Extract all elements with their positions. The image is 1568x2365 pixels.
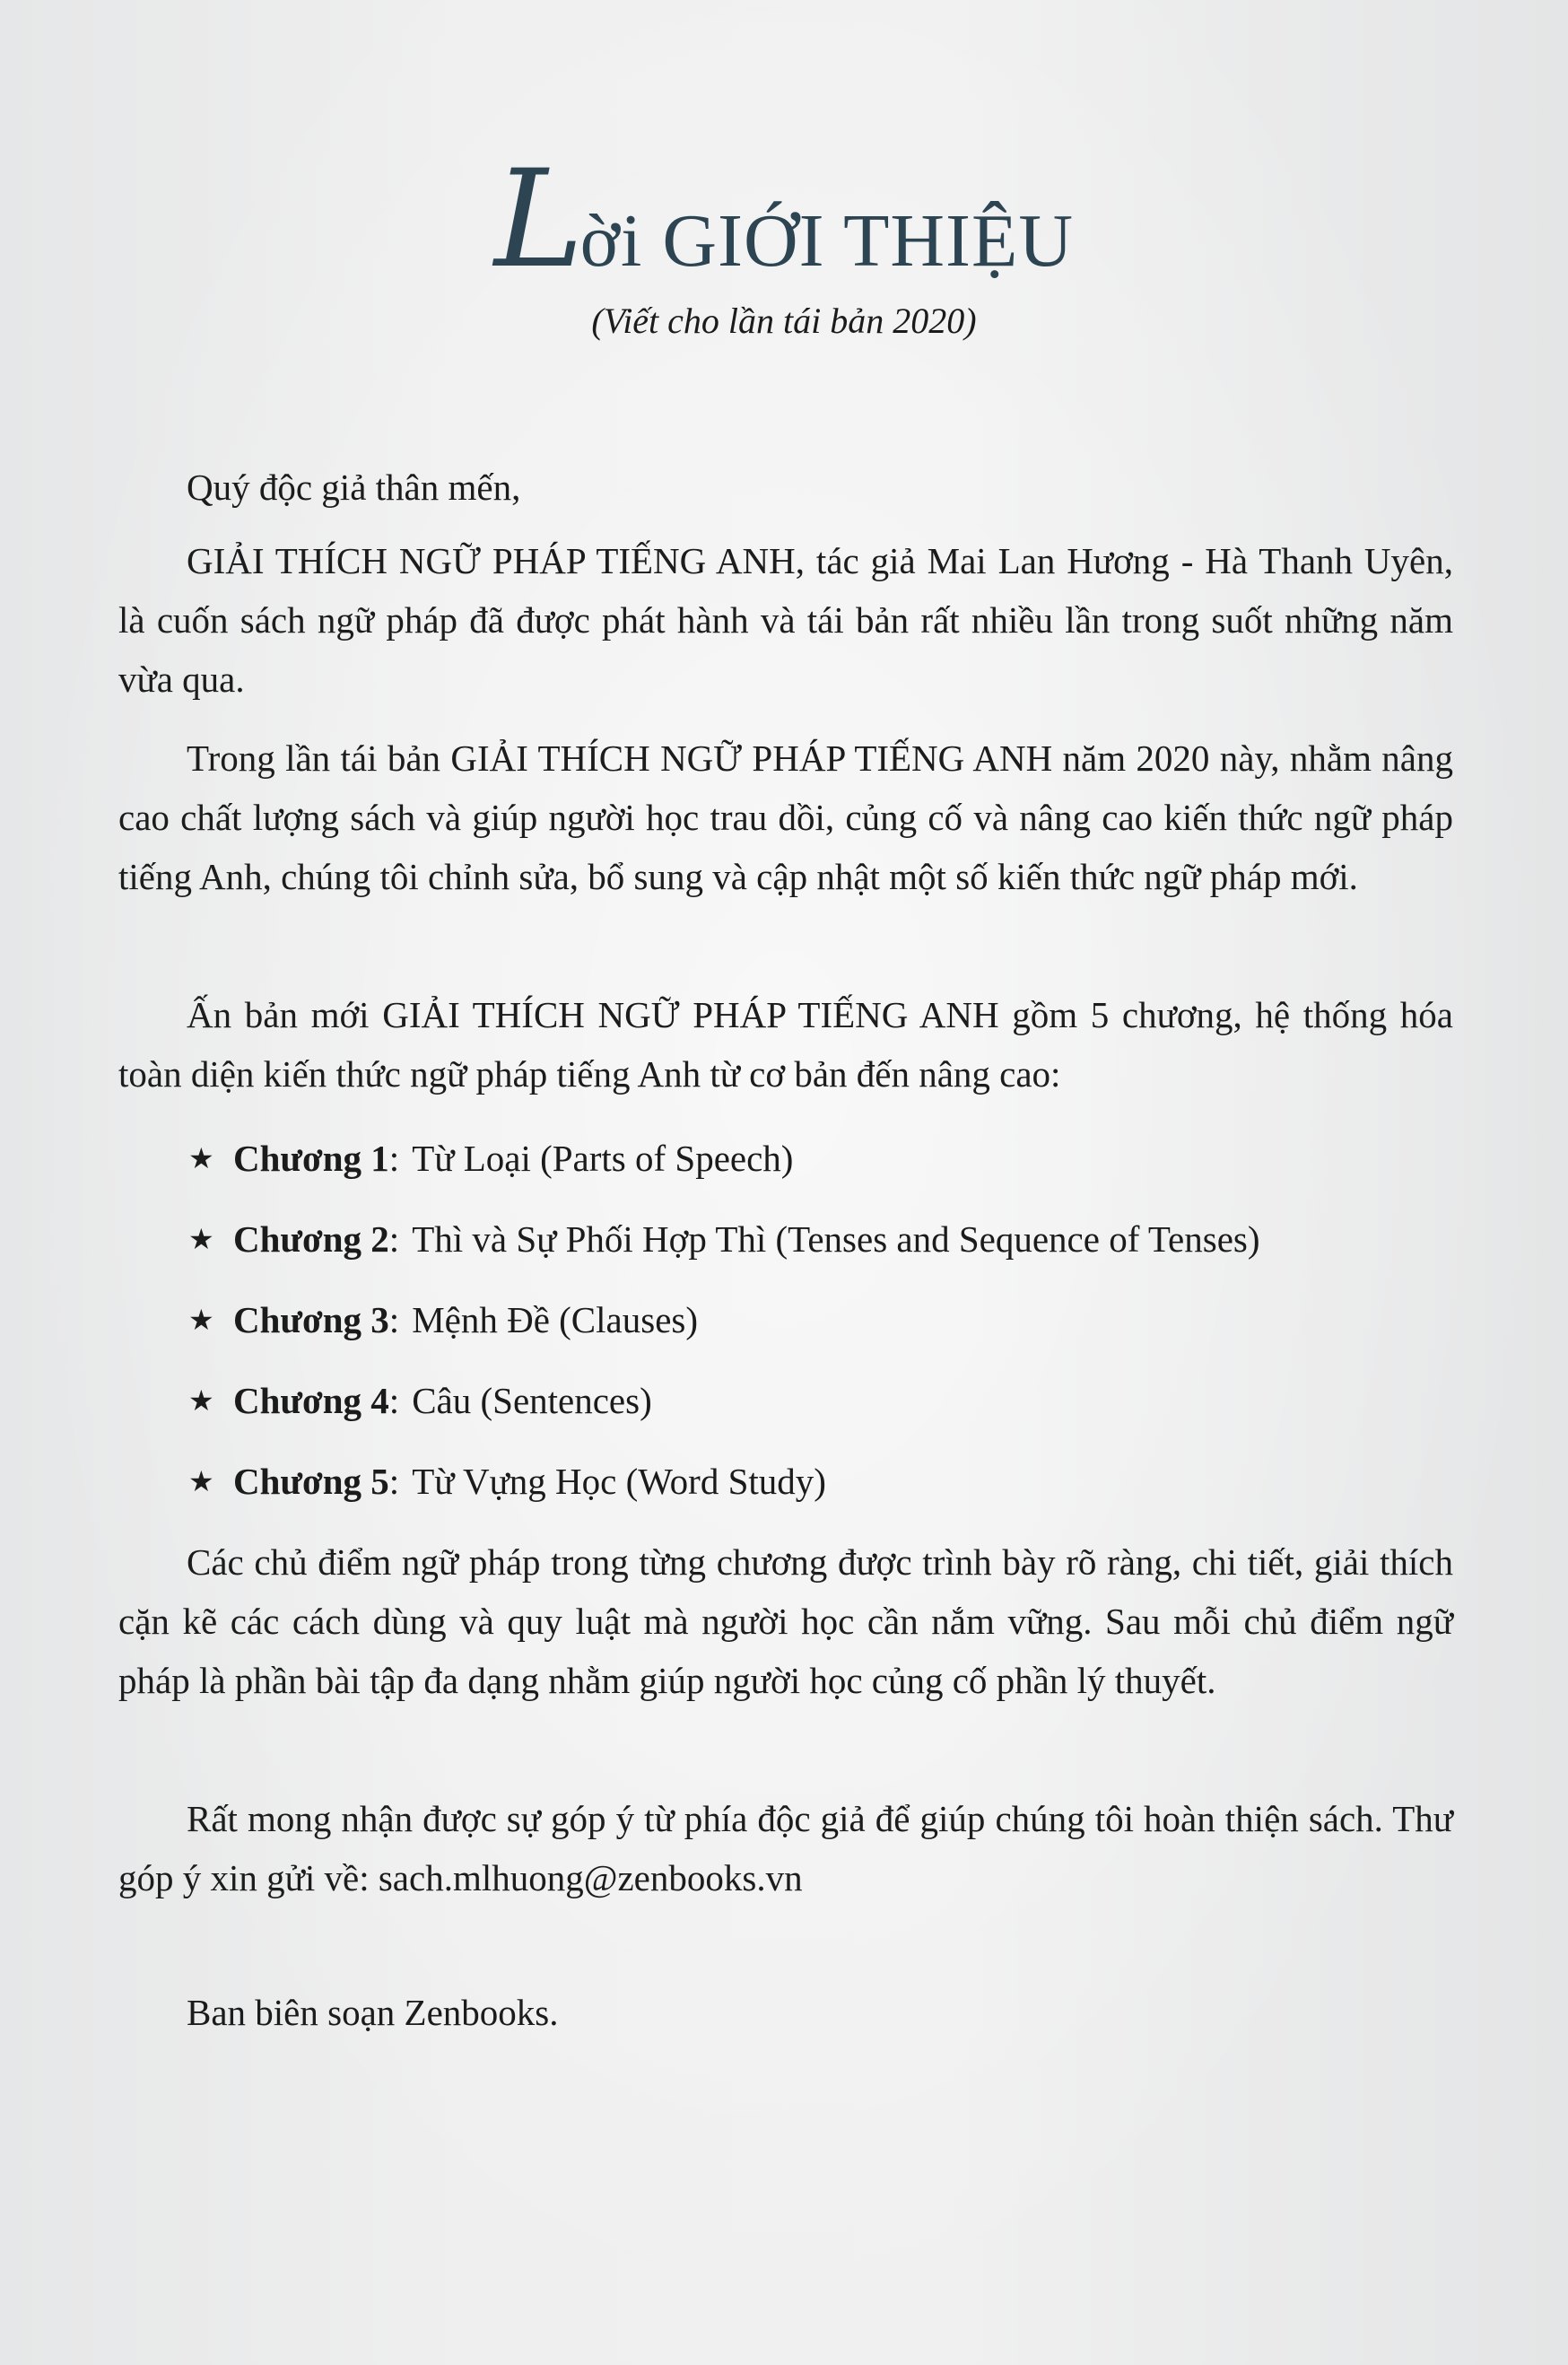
star-icon: ★: [188, 1464, 214, 1498]
chapter-label: Chương 3: [233, 1299, 389, 1340]
chapter-label: Chương 5: [233, 1461, 389, 1502]
page-subtitle: (Viết cho lần tái bản 2020): [591, 301, 977, 341]
title-text: ời GIỚI THIỆU: [579, 199, 1075, 283]
chapter-label: Chương 2: [233, 1218, 389, 1260]
chapter-title: Câu (Sentences): [412, 1380, 652, 1421]
chapter-item: [188, 1452, 1260, 1532]
chapter-title: Từ Vựng Học (Word Study): [412, 1461, 826, 1502]
chapter-label: Chương 1: [233, 1138, 389, 1179]
chapter-label: Chương 4: [233, 1380, 389, 1421]
paragraph-text: GIẢI THÍCH NGỮ PHÁP TIẾNG ANH, tác giả Mai Lan Hương - Hà Thanh Uyên, là cuốn sách ngữ pháp đã được phát hành và tái bản rất nhiều lần trong suốt những năm vừa qua.: [118, 540, 1453, 700]
chapter-title: Thì và Sự Phối Hợp Thì (Tenses and Sequence of Tenses): [412, 1218, 1260, 1260]
signature: Ban biên soạn Zenbooks.: [187, 1992, 559, 2033]
intro-paragraph-3: [118, 985, 1453, 1104]
chapter-title: Từ Loại (Parts of Speech): [412, 1138, 794, 1179]
chapter-item: [188, 1129, 1260, 1209]
closing-paragraph-1: [118, 1532, 1453, 1710]
chapter-colon: :: [388, 1218, 400, 1260]
chapter-colon: :: [388, 1380, 400, 1421]
chapter-item: [188, 1290, 1260, 1371]
greeting-paragraph: Quý độc giả thân mến,: [187, 467, 521, 508]
closing-paragraph-2: [118, 1789, 1453, 1907]
page-title: [0, 142, 1568, 309]
star-icon: ★: [188, 1141, 214, 1175]
star-icon: ★: [188, 1222, 214, 1256]
paragraph-text: Rất mong nhận được sự góp ý từ phía độc giả để giúp chúng tôi hoàn thiện sách. Thư góp ý xin gửi về: sach.mlhuong@zenbooks.vn: [118, 1798, 1453, 1898]
chapter-item: [188, 1209, 1260, 1290]
chapter-colon: :: [388, 1299, 400, 1340]
paragraph-text: Các chủ điểm ngữ pháp trong từng chương được trình bày rõ ràng, chi tiết, giải thích cặn kẽ các cách dùng và quy luật mà người học cần nắm vững. Sau mỗi chủ điểm ngữ pháp là phần bài tập đa dạng nhằm giúp người học củng cố phần lý thuyết.: [118, 1541, 1453, 1701]
star-icon: ★: [188, 1383, 214, 1418]
paragraph-text: Ấn bản mới GIẢI THÍCH NGỮ PHÁP TIẾNG ANH gồm 5 chương, hệ thống hóa toàn diện kiến thức ngữ pháp tiếng Anh từ cơ bản đến nâng cao:: [118, 994, 1453, 1095]
title-decorative-initial: L: [493, 142, 580, 298]
chapter-colon: :: [388, 1461, 400, 1502]
chapter-list: [188, 1129, 1260, 1532]
star-icon: ★: [188, 1303, 214, 1337]
chapter-item: [188, 1371, 1260, 1452]
chapter-title: Mệnh Đề (Clauses): [412, 1299, 698, 1340]
chapter-colon: :: [388, 1138, 400, 1179]
paragraph-text: Trong lần tái bản GIẢI THÍCH NGỮ PHÁP TIẾNG ANH năm 2020 này, nhằm nâng cao chất lượng sách và giúp người học trau dồi, củng cố và nâng cao kiến thức ngữ pháp tiếng Anh, chúng tôi chỉnh sửa, bổ sung và cập nhật một số kiến thức ngữ pháp mới.: [118, 737, 1453, 897]
intro-paragraph-1: [118, 531, 1453, 709]
intro-paragraph-2: [118, 729, 1453, 906]
